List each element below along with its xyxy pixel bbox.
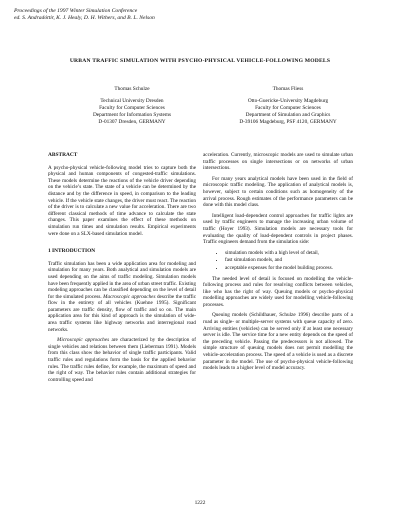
author-name: Thomas Fliess (272, 86, 304, 92)
list-item: • fast simulation models, and (225, 257, 353, 264)
page-number: 1222 (194, 500, 206, 506)
proceedings-line-1: Proceedings of the 1997 Winter Simulation Conference (14, 8, 138, 14)
paragraph: Intelligent load-dependent control approaches for traffic lights are used by traffic engineers to manage the increasing urban volume of traffic (Hoyer 1993). Simulation models are necessary tools for evaluating the quality of load-dependent controls in project phases. Traffic engineers demand from the simulation side: (203, 212, 353, 246)
author-affiliation: Technical University Dresden (100, 98, 164, 104)
requirements-list (203, 250, 353, 272)
paper-title: URBAN TRAFFIC SIMULATION WITH PSYCHO-PHYSICAL VEHICLE-FOLLOWING MODELS (69, 58, 331, 64)
paragraph: For many years analytical models have been used in the field of microscopic traffic modeling. The application of analytical models is, however, subject to certain conditions such as homogeneity of the arrival process. Rough estimates of the performance parameters can be done with this model class. (203, 175, 353, 209)
intro-paragraph-2: Microscopic approaches are characterized by the description of single vehicles and relations between them (Lieberman 1991). Models from this class show the behavior of single traffic participants. Valid traffic rules and regulations form the basis for the applied behavior rules. The traffic rules define, for example, the maximum of speed and the right of way. The behavior rules contain additional strategies for controlling speed and (48, 337, 197, 383)
list-item: • acceptable expenses for the model building process. (225, 265, 353, 272)
author-affiliation: Department for Information Systems (92, 112, 172, 118)
author-affiliation: Otto-Guericke-University Magdeburg (247, 98, 329, 104)
author-affiliation: Faculty for Computer Sciences (99, 105, 165, 111)
right-column (203, 152, 353, 376)
author-affiliation: D-01307 Dresden, GERMANY (98, 119, 166, 125)
left-column (48, 152, 196, 387)
emphasis: Macroscopic approaches (103, 293, 156, 300)
introduction-heading: 1 INTRODUCTION (48, 248, 96, 255)
author-affiliation: Faculty for Computer Sciences (255, 105, 321, 111)
abstract-text: A psycho-physical vehicle-following model tries to capture both the physical and human components of congested-traffic simulations. These models determine the reactions of the vehicle driver depending on the vehicle’s state. The state of a vehicle can be determined by the distance and by the difference in speed, in comparison to the leading vehicle. If the vehicle state changes, the driver must react. The reaction of the driver is to calculate a new value for acceleration. There are two different classical methods of time advance to calculate the state changes. This paper examines the effect of these methods on simulation run times and simulation results. Empirical experiments were done on a SLX-based simulation model. (48, 164, 196, 237)
paragraph: acceleration. Currently, microscopic models are used to simulate urban traffic processes on single intersections or on networks of urban intersections. (203, 152, 353, 172)
proceedings-header (14, 8, 155, 22)
author-name: Thomas Schulze (114, 86, 150, 92)
list-item: • simulation models with a high level of detail, (225, 250, 353, 257)
abstract-heading: ABSTRACT (48, 152, 78, 158)
intro-paragraph-1: Traffic simulation has been a wide application area for modeling and simulation for many years. Both analytical and simulation models are used depending on the aims of traffic modeling. Simulation models have been frequently applied in the area of urban street traffic. Existing modeling approaches can be classified depending on the level of detail for the simulated process. Macroscopic approaches describe the traffic flow in the entirety of all vehicles (Kuehne 1995). Significant parameters are traffic density, flow of traffic and so on. The main application area for this kind of approach is the simulation of wide-area traffic systems like highway networks and interregional road networks. (48, 260, 197, 333)
author-block-2 (203, 86, 373, 126)
paragraph: The needed level of detail is focused on modelling the vehicle-following process and rules for resolving conflicts between vehicles, like who has the right of way. Queuing models or psycho-physical modelling approaches are widely used for modelling vehicle-following processes. (203, 275, 353, 308)
author-affiliation: D-39106 Magdeburg, PSF 4120, GERMANY (239, 119, 337, 125)
emphasis: Microscopic approaches (57, 337, 110, 344)
proceedings-line-2: ed. S. Andradóttir, K. J. Healy, D. H. Withers, and B. L. Nelson (14, 15, 155, 21)
author-block-1 (47, 86, 217, 126)
paragraph: Queuing models (Schildhauer, Schulze 1996) describe parts of a road as single- or multiple-server systems with queue capacity of zero. Arriving entities (vehicles) can be served only if at least one necessary server is idle. The service time for a new entity depends on the speed of the preceding vehicle. Passing the predecessors is not allowed. The simple structure of queuing models does not permit modelling the vehicle-acceleration process. The speed of a vehicle is used as a discrete parameter in the model. The use of psycho-physical vehicle-following models leads to a higher level of model accuracy. (203, 312, 353, 372)
author-affiliation: Department of Simulation and Graphics (245, 112, 331, 118)
